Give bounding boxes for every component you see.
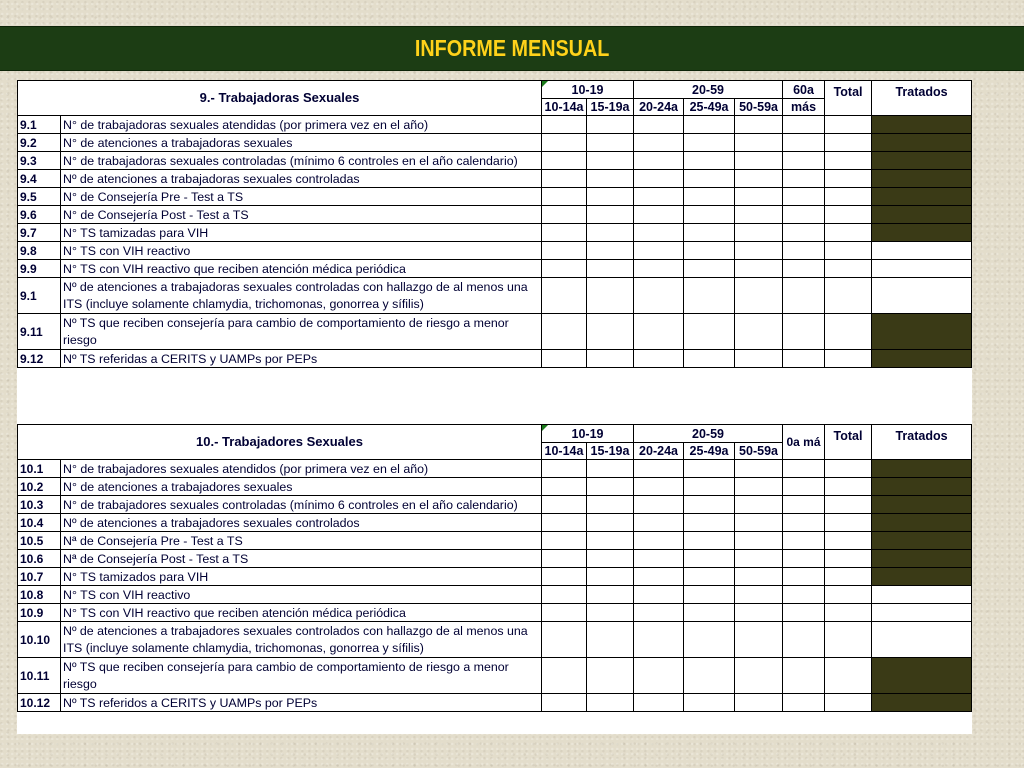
row-code: 9.2	[18, 134, 61, 152]
data-cell[interactable]	[735, 460, 783, 478]
data-cell[interactable]	[587, 224, 634, 242]
data-cell[interactable]	[684, 514, 735, 532]
data-cell[interactable]	[783, 170, 825, 188]
data-cell[interactable]	[783, 496, 825, 514]
data-cell[interactable]	[634, 350, 684, 368]
header-group-label: 10-19	[571, 82, 604, 97]
data-cell[interactable]	[542, 242, 587, 260]
tratados-cell[interactable]	[872, 586, 972, 604]
data-cell[interactable]	[542, 224, 587, 242]
tratados-cell	[872, 188, 972, 206]
row-code: 10.3	[18, 496, 61, 514]
table-row	[18, 224, 972, 242]
data-cell[interactable]	[825, 278, 872, 314]
table-row	[18, 568, 972, 586]
data-cell[interactable]	[587, 350, 634, 368]
data-cell[interactable]	[825, 188, 872, 206]
data-cell[interactable]	[783, 350, 825, 368]
data-cell[interactable]	[735, 694, 783, 712]
data-cell[interactable]	[587, 514, 634, 532]
data-cell[interactable]	[783, 658, 825, 694]
data-cell[interactable]	[634, 224, 684, 242]
data-cell[interactable]	[735, 568, 783, 586]
data-cell[interactable]	[684, 478, 735, 496]
data-cell[interactable]	[684, 550, 735, 568]
data-cell[interactable]	[587, 568, 634, 586]
row-code: 9.1	[18, 278, 61, 314]
data-cell[interactable]	[825, 568, 872, 586]
row-code: 9.3	[18, 152, 61, 170]
data-cell[interactable]	[825, 532, 872, 550]
table-row	[18, 242, 972, 260]
data-cell[interactable]	[783, 152, 825, 170]
tratados-cell	[872, 496, 972, 514]
header-total: Total	[825, 81, 872, 116]
data-cell[interactable]	[783, 242, 825, 260]
header-age-range: 10-14a	[542, 443, 587, 460]
data-cell[interactable]	[825, 550, 872, 568]
data-cell[interactable]	[587, 694, 634, 712]
tratados-cell	[872, 170, 972, 188]
data-cell[interactable]	[587, 116, 634, 134]
data-cell[interactable]	[684, 242, 735, 260]
data-cell[interactable]	[634, 622, 684, 658]
data-cell[interactable]	[825, 260, 872, 278]
data-cell[interactable]	[684, 586, 735, 604]
header-age-range: 50-59a	[735, 443, 783, 460]
data-cell[interactable]	[542, 496, 587, 514]
data-cell[interactable]	[783, 116, 825, 134]
header-group-20-59: 20-59	[634, 425, 783, 443]
data-cell[interactable]	[735, 314, 783, 350]
table-row	[18, 550, 972, 568]
table-section-9	[17, 80, 972, 368]
data-cell[interactable]	[735, 224, 783, 242]
section-title: 9.- Trabajadoras Sexuales	[18, 81, 542, 116]
data-cell[interactable]	[735, 170, 783, 188]
row-code: 10.8	[18, 586, 61, 604]
header-row	[18, 425, 972, 443]
data-cell[interactable]	[542, 152, 587, 170]
row-description: N° TS tamizadas para VIH	[61, 224, 542, 242]
row-code: 9.6	[18, 206, 61, 224]
data-cell[interactable]	[587, 206, 634, 224]
data-cell[interactable]	[825, 116, 872, 134]
table-row	[18, 314, 972, 350]
row-code: 10.6	[18, 550, 61, 568]
table-row	[18, 496, 972, 514]
data-cell[interactable]	[825, 206, 872, 224]
tratados-cell[interactable]	[872, 242, 972, 260]
row-code: 9.8	[18, 242, 61, 260]
data-cell[interactable]	[735, 658, 783, 694]
header-age-range: 15-19a	[587, 99, 634, 116]
row-description: N° TS tamizados para VIH	[61, 568, 542, 586]
data-cell[interactable]	[634, 658, 684, 694]
row-description: N° TS con VIH reactivo que reciben atención médica periódica	[61, 604, 542, 622]
row-description: N° de Consejería Post - Test a TS	[61, 206, 542, 224]
table-row	[18, 206, 972, 224]
table-row	[18, 658, 972, 694]
data-cell[interactable]	[634, 694, 684, 712]
data-cell[interactable]	[542, 514, 587, 532]
data-cell[interactable]	[684, 278, 735, 314]
header-group-20-59: 20-59	[634, 81, 783, 99]
table-row	[18, 350, 972, 368]
comment-marker-icon	[542, 425, 548, 431]
data-cell[interactable]	[587, 550, 634, 568]
row-description: Nª de Consejería Post - Test a TS	[61, 550, 542, 568]
data-cell[interactable]	[783, 694, 825, 712]
data-cell[interactable]	[542, 568, 587, 586]
data-cell[interactable]	[634, 260, 684, 278]
page-title: INFORME MENSUAL	[414, 35, 610, 61]
data-cell[interactable]	[684, 116, 735, 134]
data-cell[interactable]	[825, 152, 872, 170]
header-tratados: Tratados	[872, 81, 972, 116]
row-code: 9.9	[18, 260, 61, 278]
data-cell[interactable]	[684, 604, 735, 622]
data-cell[interactable]	[825, 224, 872, 242]
tratados-cell	[872, 694, 972, 712]
header-group-10-19	[542, 425, 634, 443]
data-cell[interactable]	[684, 188, 735, 206]
header-age-range: más	[783, 99, 825, 116]
data-cell[interactable]	[542, 694, 587, 712]
data-cell[interactable]	[735, 550, 783, 568]
data-cell[interactable]	[825, 242, 872, 260]
header-group-60: 0a má	[783, 425, 825, 460]
report-sheet	[17, 80, 972, 734]
tratados-cell	[872, 224, 972, 242]
header-row	[18, 81, 972, 99]
data-cell[interactable]	[587, 604, 634, 622]
tratados-cell	[872, 134, 972, 152]
data-cell[interactable]	[684, 206, 735, 224]
row-description: N° de atenciones a trabajadoras sexuales	[61, 134, 542, 152]
table-section-10	[17, 424, 972, 712]
data-cell[interactable]	[735, 188, 783, 206]
data-cell[interactable]	[542, 478, 587, 496]
data-cell[interactable]	[783, 604, 825, 622]
data-cell[interactable]	[825, 586, 872, 604]
header-total: Total	[825, 425, 872, 460]
row-code: 9.11	[18, 314, 61, 350]
header-group-label: 10-19	[571, 426, 604, 441]
row-description: Nº de atenciones a trabajadoras sexuales controladas	[61, 170, 542, 188]
header-age-range: 20-24a	[634, 443, 684, 460]
table-row	[18, 694, 972, 712]
data-cell[interactable]	[684, 224, 735, 242]
row-description: N° de Consejería Pre - Test a TS	[61, 188, 542, 206]
tratados-cell	[872, 514, 972, 532]
row-code: 10.5	[18, 532, 61, 550]
data-cell[interactable]	[825, 170, 872, 188]
data-cell[interactable]	[542, 550, 587, 568]
data-cell[interactable]	[542, 278, 587, 314]
data-cell[interactable]	[542, 622, 587, 658]
data-cell[interactable]	[825, 658, 872, 694]
header-group-60: 60a	[783, 81, 825, 99]
data-cell[interactable]	[634, 568, 684, 586]
row-code: 9.5	[18, 188, 61, 206]
data-cell[interactable]	[783, 278, 825, 314]
table-row	[18, 152, 972, 170]
data-cell[interactable]	[587, 152, 634, 170]
tratados-cell	[872, 478, 972, 496]
data-cell[interactable]	[542, 134, 587, 152]
data-cell[interactable]	[735, 622, 783, 658]
data-cell[interactable]	[783, 314, 825, 350]
tratados-cell[interactable]	[872, 622, 972, 658]
row-description: N° TS con VIH reactivo que reciben atención médica periódica	[61, 260, 542, 278]
data-cell[interactable]	[634, 478, 684, 496]
data-cell[interactable]	[825, 496, 872, 514]
row-code: 9.1	[18, 116, 61, 134]
data-cell[interactable]	[634, 278, 684, 314]
data-cell[interactable]	[735, 514, 783, 532]
tratados-cell	[872, 350, 972, 368]
title-bar	[0, 26, 1024, 71]
data-cell[interactable]	[684, 568, 735, 586]
data-cell[interactable]	[783, 224, 825, 242]
data-cell[interactable]	[542, 188, 587, 206]
table-row	[18, 532, 972, 550]
row-description: Nº TS que reciben consejería para cambio de comportamiento de riesgo a menor riesgo	[61, 314, 542, 350]
data-cell[interactable]	[783, 514, 825, 532]
table-row	[18, 460, 972, 478]
table-row	[18, 604, 972, 622]
row-code: 9.7	[18, 224, 61, 242]
data-cell[interactable]	[587, 532, 634, 550]
row-description: N° TS con VIH reactivo	[61, 242, 542, 260]
data-cell[interactable]	[542, 460, 587, 478]
data-cell[interactable]	[684, 694, 735, 712]
row-description: N° de trabajadores sexuales controladas (mínimo 6 controles en el año calendario)	[61, 496, 542, 514]
data-cell[interactable]	[825, 134, 872, 152]
data-cell[interactable]	[542, 604, 587, 622]
data-cell[interactable]	[783, 478, 825, 496]
row-code: 10.9	[18, 604, 61, 622]
data-cell[interactable]	[634, 532, 684, 550]
data-cell[interactable]	[684, 314, 735, 350]
row-description: Nº TS que reciben consejería para cambio de comportamiento de riesgo a menor riesgo	[61, 658, 542, 694]
row-description: Nº de atenciones a trabajadoras sexuales controladas con hallazgo de al menos una ITS (incluye solamente chlamydia, trichomonas, gonorrea y sífilis)	[61, 278, 542, 314]
data-cell[interactable]	[587, 260, 634, 278]
data-cell[interactable]	[735, 532, 783, 550]
row-code: 10.10	[18, 622, 61, 658]
data-cell[interactable]	[783, 460, 825, 478]
row-code: 10.1	[18, 460, 61, 478]
data-cell[interactable]	[825, 314, 872, 350]
row-code: 10.11	[18, 658, 61, 694]
data-cell[interactable]	[825, 350, 872, 368]
data-cell[interactable]	[587, 658, 634, 694]
data-cell[interactable]	[634, 604, 684, 622]
data-cell[interactable]	[634, 514, 684, 532]
data-cell[interactable]	[542, 260, 587, 278]
tratados-cell	[872, 152, 972, 170]
header-age-range: 25-49a	[684, 443, 735, 460]
data-cell[interactable]	[825, 604, 872, 622]
data-cell[interactable]	[735, 604, 783, 622]
tratados-cell	[872, 658, 972, 694]
header-age-range: 10-14a	[542, 99, 587, 116]
data-cell[interactable]	[735, 134, 783, 152]
header-age-range: 50-59a	[735, 99, 783, 116]
row-description: Nº de atenciones a trabajadores sexuales controlados	[61, 514, 542, 532]
data-cell[interactable]	[542, 532, 587, 550]
row-code: 10.2	[18, 478, 61, 496]
data-cell[interactable]	[542, 206, 587, 224]
data-cell[interactable]	[587, 478, 634, 496]
data-cell[interactable]	[684, 170, 735, 188]
data-cell[interactable]	[634, 314, 684, 350]
data-cell[interactable]	[783, 206, 825, 224]
data-cell[interactable]	[587, 170, 634, 188]
data-cell[interactable]	[634, 460, 684, 478]
data-cell[interactable]	[587, 134, 634, 152]
row-description: N° de trabajadores sexuales atendidos (por primera vez en el año)	[61, 460, 542, 478]
table-row	[18, 134, 972, 152]
data-cell[interactable]	[825, 694, 872, 712]
data-cell[interactable]	[735, 206, 783, 224]
data-cell[interactable]	[783, 532, 825, 550]
data-cell[interactable]	[684, 658, 735, 694]
data-cell[interactable]	[542, 586, 587, 604]
data-cell[interactable]	[634, 116, 684, 134]
data-cell[interactable]	[735, 350, 783, 368]
tratados-cell	[872, 116, 972, 134]
row-description: Nº TS referidos a CERITS y UAMPs por PEPs	[61, 694, 542, 712]
tratados-cell[interactable]	[872, 278, 972, 314]
tratados-cell	[872, 314, 972, 350]
data-cell[interactable]	[684, 532, 735, 550]
table-row	[18, 278, 972, 314]
data-cell[interactable]	[684, 134, 735, 152]
data-cell[interactable]	[542, 170, 587, 188]
row-code: 10.12	[18, 694, 61, 712]
data-cell[interactable]	[684, 350, 735, 368]
data-cell[interactable]	[825, 478, 872, 496]
data-cell[interactable]	[634, 170, 684, 188]
data-cell[interactable]	[735, 478, 783, 496]
row-code: 9.4	[18, 170, 61, 188]
data-cell[interactable]	[542, 116, 587, 134]
table-row	[18, 116, 972, 134]
data-cell[interactable]	[634, 242, 684, 260]
tratados-cell	[872, 532, 972, 550]
data-cell[interactable]	[634, 152, 684, 170]
data-cell[interactable]	[634, 134, 684, 152]
data-cell[interactable]	[684, 260, 735, 278]
section-title: 10.- Trabajadores Sexuales	[18, 425, 542, 460]
data-cell[interactable]	[783, 550, 825, 568]
data-cell[interactable]	[587, 188, 634, 206]
data-cell[interactable]	[735, 278, 783, 314]
header-age-range: 25-49a	[684, 99, 735, 116]
header-age-range: 20-24a	[634, 99, 684, 116]
data-cell[interactable]	[587, 622, 634, 658]
tratados-cell	[872, 460, 972, 478]
header-group-10-19	[542, 81, 634, 99]
data-cell[interactable]	[634, 586, 684, 604]
data-cell[interactable]	[684, 622, 735, 658]
data-cell[interactable]	[634, 550, 684, 568]
data-cell[interactable]	[587, 278, 634, 314]
table-row	[18, 478, 972, 496]
header-tratados: Tratados	[872, 425, 972, 460]
table-row	[18, 586, 972, 604]
data-cell[interactable]	[587, 460, 634, 478]
data-cell[interactable]	[587, 314, 634, 350]
data-cell[interactable]	[735, 242, 783, 260]
data-cell[interactable]	[634, 188, 684, 206]
data-cell[interactable]	[684, 152, 735, 170]
table-row	[18, 170, 972, 188]
data-cell[interactable]	[735, 152, 783, 170]
data-cell[interactable]	[825, 460, 872, 478]
row-description: Nº de atenciones a trabajadores sexuales controlados con hallazgo de al menos una ITS (incluye solamente chlamydia, trichomonas, gonorrea y sífilis)	[61, 622, 542, 658]
tratados-cell	[872, 568, 972, 586]
data-cell[interactable]	[587, 586, 634, 604]
tratados-cell	[872, 206, 972, 224]
data-cell[interactable]	[735, 586, 783, 604]
row-code: 9.12	[18, 350, 61, 368]
row-code: 10.7	[18, 568, 61, 586]
row-description: N° de trabajadoras sexuales controladas (mínimo 6 controles en el año calendario)	[61, 152, 542, 170]
data-cell[interactable]	[825, 514, 872, 532]
row-description: N° de atenciones a trabajadores sexuales	[61, 478, 542, 496]
data-cell[interactable]	[634, 206, 684, 224]
data-cell[interactable]	[783, 260, 825, 278]
comment-marker-icon	[542, 81, 548, 87]
row-description: Nº TS referidas a CERITS y UAMPs por PEPs	[61, 350, 542, 368]
tratados-cell[interactable]	[872, 604, 972, 622]
row-description: N° de trabajadoras sexuales atendidas (por primera vez en el año)	[61, 116, 542, 134]
data-cell[interactable]	[542, 314, 587, 350]
data-cell[interactable]	[783, 586, 825, 604]
data-cell[interactable]	[825, 622, 872, 658]
header-age-range: 15-19a	[587, 443, 634, 460]
data-cell[interactable]	[542, 350, 587, 368]
row-description: N° TS con VIH reactivo	[61, 586, 542, 604]
data-cell[interactable]	[783, 188, 825, 206]
data-cell[interactable]	[735, 496, 783, 514]
data-cell[interactable]	[587, 496, 634, 514]
data-cell[interactable]	[634, 496, 684, 514]
data-cell[interactable]	[684, 460, 735, 478]
data-cell[interactable]	[783, 622, 825, 658]
data-cell[interactable]	[783, 134, 825, 152]
data-cell[interactable]	[542, 658, 587, 694]
data-cell[interactable]	[735, 116, 783, 134]
table-row	[18, 622, 972, 658]
data-cell[interactable]	[783, 568, 825, 586]
tratados-cell[interactable]	[872, 260, 972, 278]
table-row	[18, 260, 972, 278]
data-cell[interactable]	[587, 242, 634, 260]
tratados-cell	[872, 550, 972, 568]
data-cell[interactable]	[684, 496, 735, 514]
table-row	[18, 514, 972, 532]
table-row	[18, 188, 972, 206]
data-cell[interactable]	[735, 260, 783, 278]
row-description: Nª de Consejería Pre - Test a TS	[61, 532, 542, 550]
row-code: 10.4	[18, 514, 61, 532]
